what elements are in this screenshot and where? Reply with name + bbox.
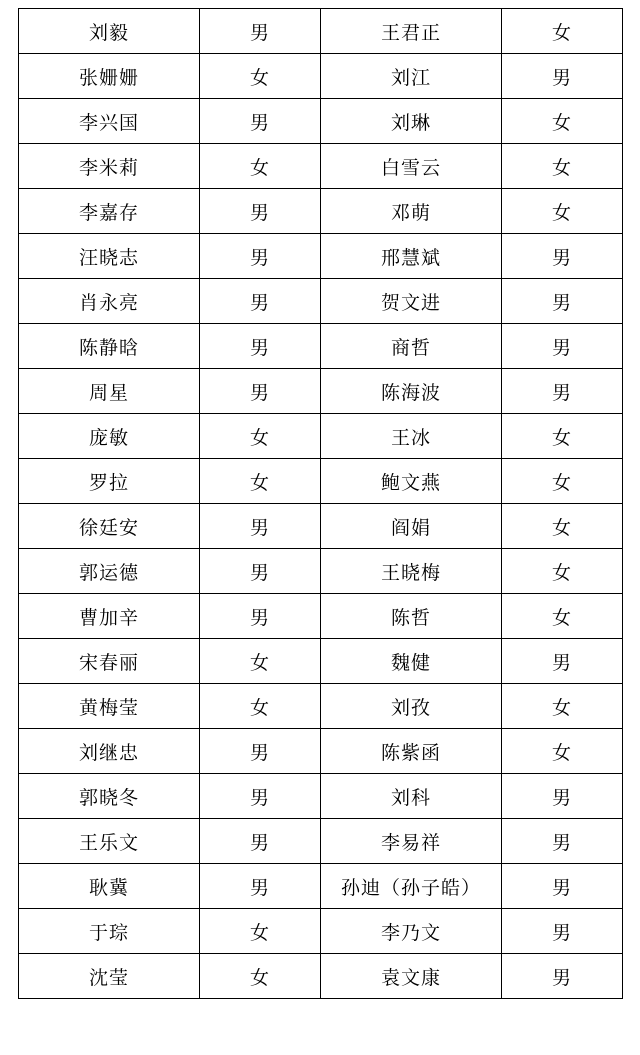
cell-name-right: 王冰: [321, 414, 502, 459]
table-row: [19, 549, 623, 594]
cell-name-left: 李兴国: [19, 99, 200, 144]
table-row: [19, 819, 623, 864]
cell-sex-left: 男: [200, 549, 321, 594]
cell-sex-right: 男: [502, 819, 623, 864]
cell-sex-right: 男: [502, 774, 623, 819]
cell-name-right: 陈哲: [321, 594, 502, 639]
cell-sex-left: 男: [200, 99, 321, 144]
cell-sex-left: 女: [200, 639, 321, 684]
table-row: [19, 639, 623, 684]
cell-name-left: 张姗姗: [19, 54, 200, 99]
cell-sex-right: 男: [502, 954, 623, 999]
cell-sex-left: 女: [200, 414, 321, 459]
cell-name-right: 孙迪（孙子皓）: [321, 864, 502, 909]
table-row: [19, 369, 623, 414]
cell-name-left: 李嘉存: [19, 189, 200, 234]
cell-name-right: 贺文进: [321, 279, 502, 324]
cell-sex-right: 男: [502, 369, 623, 414]
cell-name-right: 鲍文燕: [321, 459, 502, 504]
cell-name-right: 刘科: [321, 774, 502, 819]
cell-name-right: 刘江: [321, 54, 502, 99]
table-row: [19, 414, 623, 459]
cell-sex-right: 女: [502, 459, 623, 504]
cell-sex-left: 男: [200, 189, 321, 234]
cell-sex-left: 男: [200, 729, 321, 774]
cell-sex-right: 女: [502, 189, 623, 234]
cell-name-left: 沈莹: [19, 954, 200, 999]
cell-sex-left: 男: [200, 819, 321, 864]
cell-sex-right: 男: [502, 639, 623, 684]
cell-name-right: 李易祥: [321, 819, 502, 864]
cell-name-left: 徐廷安: [19, 504, 200, 549]
cell-name-right: 刘琳: [321, 99, 502, 144]
cell-sex-left: 男: [200, 234, 321, 279]
cell-sex-right: 女: [502, 684, 623, 729]
table-body: [19, 9, 623, 999]
table-row: [19, 684, 623, 729]
table-row: [19, 504, 623, 549]
cell-name-right: 白雪云: [321, 144, 502, 189]
cell-name-right: 李乃文: [321, 909, 502, 954]
cell-name-left: 肖永亮: [19, 279, 200, 324]
cell-sex-left: 女: [200, 909, 321, 954]
table-row: [19, 459, 623, 504]
cell-name-left: 王乐文: [19, 819, 200, 864]
table-row: [19, 954, 623, 999]
cell-name-right: 袁文康: [321, 954, 502, 999]
cell-name-left: 于琮: [19, 909, 200, 954]
cell-name-left: 宋春丽: [19, 639, 200, 684]
cell-name-left: 黄梅莹: [19, 684, 200, 729]
cell-sex-right: 女: [502, 549, 623, 594]
cell-sex-right: 男: [502, 234, 623, 279]
cell-sex-left: 男: [200, 864, 321, 909]
cell-name-left: 李米莉: [19, 144, 200, 189]
cell-sex-left: 男: [200, 774, 321, 819]
cell-name-left: 刘继忠: [19, 729, 200, 774]
cell-name-right: 邢慧斌: [321, 234, 502, 279]
cell-sex-left: 女: [200, 459, 321, 504]
table-row: [19, 774, 623, 819]
cell-name-right: 商哲: [321, 324, 502, 369]
cell-sex-right: 女: [502, 504, 623, 549]
cell-sex-right: 女: [502, 594, 623, 639]
table-row: [19, 594, 623, 639]
cell-sex-left: 女: [200, 54, 321, 99]
cell-sex-left: 男: [200, 324, 321, 369]
cell-name-left: 耿冀: [19, 864, 200, 909]
cell-name-right: 阎娟: [321, 504, 502, 549]
cell-name-right: 陈海波: [321, 369, 502, 414]
table-row: [19, 909, 623, 954]
cell-name-right: 刘孜: [321, 684, 502, 729]
cell-name-right: 王晓梅: [321, 549, 502, 594]
cell-sex-right: 男: [502, 54, 623, 99]
table-row: [19, 279, 623, 324]
cell-sex-left: 男: [200, 504, 321, 549]
cell-sex-left: 男: [200, 279, 321, 324]
cell-name-left: 刘毅: [19, 9, 200, 54]
cell-sex-right: 男: [502, 909, 623, 954]
cell-name-right: 邓萌: [321, 189, 502, 234]
table-row: [19, 9, 623, 54]
cell-sex-right: 男: [502, 324, 623, 369]
cell-sex-right: 男: [502, 279, 623, 324]
cell-name-left: 曹加辛: [19, 594, 200, 639]
cell-name-right: 王君正: [321, 9, 502, 54]
cell-sex-right: 女: [502, 729, 623, 774]
cell-sex-right: 女: [502, 99, 623, 144]
cell-sex-left: 女: [200, 954, 321, 999]
cell-sex-right: 女: [502, 144, 623, 189]
cell-sex-left: 男: [200, 369, 321, 414]
table-row: [19, 144, 623, 189]
cell-sex-right: 女: [502, 9, 623, 54]
cell-sex-left: 女: [200, 684, 321, 729]
table-row: [19, 729, 623, 774]
cell-name-left: 汪晓志: [19, 234, 200, 279]
cell-name-right: 陈紫函: [321, 729, 502, 774]
cell-name-left: 郭运德: [19, 549, 200, 594]
table-row: [19, 864, 623, 909]
cell-name-left: 郭晓冬: [19, 774, 200, 819]
cell-name-left: 陈静晗: [19, 324, 200, 369]
cell-sex-left: 女: [200, 144, 321, 189]
table-row: [19, 324, 623, 369]
cell-name-left: 罗拉: [19, 459, 200, 504]
cell-sex-left: 男: [200, 9, 321, 54]
cell-name-right: 魏健: [321, 639, 502, 684]
cell-name-left: 周星: [19, 369, 200, 414]
cell-sex-left: 男: [200, 594, 321, 639]
name-roster-table: [18, 8, 623, 999]
table-row: [19, 234, 623, 279]
table-row: [19, 189, 623, 234]
cell-name-left: 庞敏: [19, 414, 200, 459]
table-row: [19, 54, 623, 99]
cell-sex-right: 女: [502, 414, 623, 459]
cell-sex-right: 男: [502, 864, 623, 909]
table-row: [19, 99, 623, 144]
